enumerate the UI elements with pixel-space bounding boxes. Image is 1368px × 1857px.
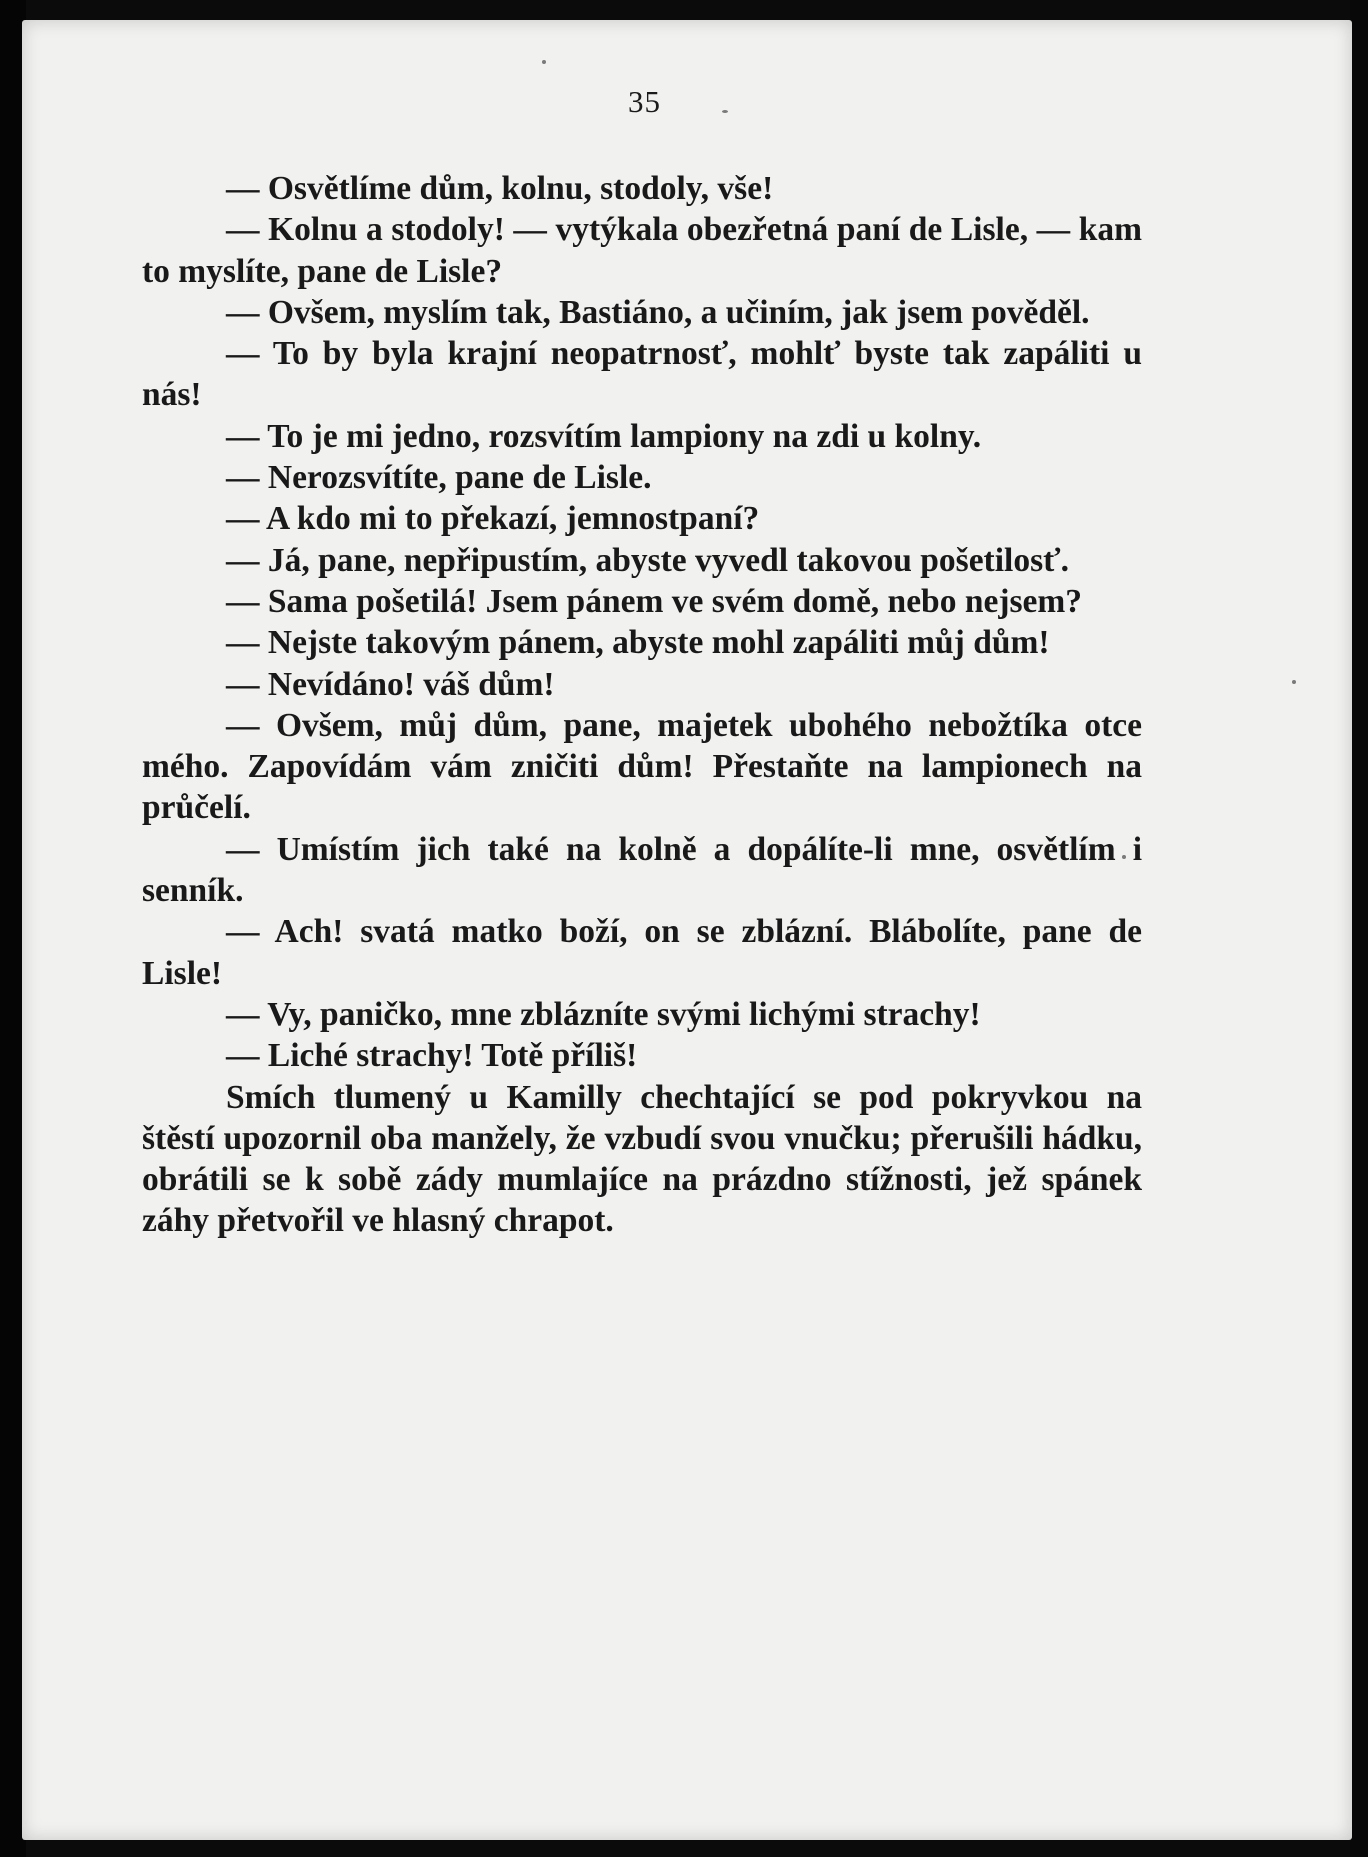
paragraph: — Nerozsvítíte, pane de Lisle.	[226, 459, 652, 497]
paragraph: — Liché strachy! Totě příliš!	[226, 1037, 638, 1075]
paragraph: — A kdo mi to překazí, jemnostpaní?	[226, 500, 760, 538]
paragraph: — Osvětlíme dům, kolnu, stodoly, vše!	[226, 170, 774, 207]
paragraph: — Ovšem, můj dům, pane, majetek ubohého nebožtíka otce mého. Zapovídám vám zničiti dům! Přestaňte na lampionech na průčelí.	[142, 706, 1142, 827]
paragraph: — Umístím jich také na kolně a dopálíte-li mne, osvětlím i senník.	[142, 830, 1142, 910]
paragraph: — Ach! svatá matko boží, on se zblázní. Blábolíte, pane de Lisle!	[142, 913, 1142, 992]
dust-speck	[542, 60, 546, 64]
paragraph: — To je mi jedno, rozsvítím lampiony na zdi u kolny.	[226, 417, 982, 455]
paragraph: — Já, pane, nepřipustím, abyste vyvedl takovou pošetilosť.	[226, 541, 1069, 579]
scan-edge-right	[1350, 0, 1368, 1857]
paragraph: Smích tlumený u Kamilly chechtající se pod pokryvkou na štěstí upozornil oba manžely, že vzbudí svou vnučku; přerušili hádku, obrátili se k sobě zády mumlajíce na prázdno stížnosti, jež spánek záhy přetvořil ve hlasný chrapot.	[142, 1078, 1142, 1240]
dust-speck	[1292, 680, 1296, 684]
paragraph: — Nevídáno! váš dům!	[226, 665, 555, 703]
paragraph: — Vy, paničko, mne zblázníte svými lichými strachy!	[226, 995, 981, 1033]
paragraph: — To by byla krajní neopatrnosť, mohlť byste tak zapáliti u nás!	[142, 335, 1142, 414]
page-number: 35	[628, 84, 661, 119]
paragraph: — Kolnu a stodoly! — vytýkala obezřetná paní de Lisle, — kam to myslíte, pane de Lisle?	[142, 211, 1142, 290]
dust-speck	[722, 110, 728, 113]
paragraph: — Ovšem, myslím tak, Bastiáno, a učiním, jak jsem pověděl.	[226, 293, 1090, 331]
paragraph: — Nejste takovým pánem, abyste mohl zapáliti můj dům!	[226, 624, 1050, 662]
paragraph: — Sama pošetilá! Jsem pánem ve svém domě, nebo nejsem?	[226, 582, 1083, 620]
body-text	[142, 168, 1142, 1242]
